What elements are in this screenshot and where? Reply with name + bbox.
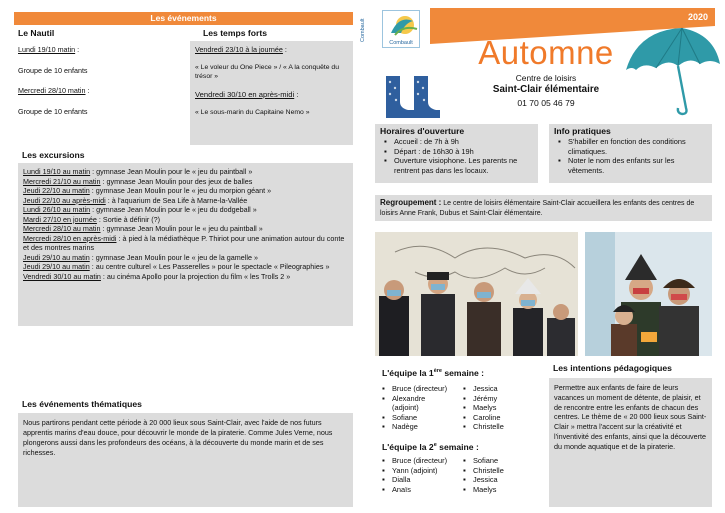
hero-subtitle: Centre de loisirs	[515, 73, 577, 83]
staff-member: ▪ Dialla	[382, 475, 462, 485]
photo-group-children	[375, 232, 578, 356]
excursion-item: Lundi 19/10 au matin : gymnase Jean Moulin pour le « jeu du paintball »	[23, 167, 253, 176]
hero-phone: 01 70 05 46 79	[517, 98, 575, 108]
staff-member: ▪ Maelys	[463, 403, 533, 413]
city-logo	[382, 10, 420, 48]
horaires-item: ▪ Départ : de 16h30 à 19h	[384, 147, 533, 157]
events-header-bar	[14, 12, 353, 25]
nautil-line-4: Groupe de 10 enfants	[18, 106, 88, 116]
nautil-line-2: Groupe de 10 enfants	[18, 65, 88, 75]
regroupement-text: Regroupement : Le centre de loisirs élémentaire Saint-Clair accueillera les enfants des centres de loisirs Anne Frank, Dubus et Saint-Clair élémentaire.	[380, 198, 695, 217]
horaires-item: ▪ Ouverture visiophone. Les parents ne rentrent pas dans les locaux.	[384, 156, 533, 175]
equipe2-title: L'équipe la 2e semaine :	[382, 441, 479, 452]
thematiques-text: Nous partirons pendant cette période à 20 000 lieux sous Saint-Clair, avec l'aide de nos futurs apprentis marins d'eau douce, pour découvrir le monde de la piraterie. Comme Jules Verne, nous plongerons aussi dans les profondeurs des océans, à la découverte du monde marin et de ses richesses.	[23, 418, 333, 457]
staff-member: ▪ Nadège	[382, 422, 462, 432]
horaires-box	[375, 124, 538, 183]
excursion-item: Mercredi 28/10 en après-midi : à pied à la médiathèque P. Thiriot pour une animation autour du conte et des montres marins	[23, 233, 345, 252]
nautil-title: Le Nautil	[18, 28, 55, 38]
excursion-item: Mardi 27/10 en journée : Sortie à définir (?)	[23, 214, 161, 224]
hero-title: Automne	[478, 34, 614, 71]
excursion-item: Lundi 26/10 au matin : gymnase Jean Moulin pour le « jeu du dodgeball »	[23, 205, 257, 214]
staff-member: ▪ Bruce (directeur)	[382, 384, 462, 394]
staff-member: ▪ Christelle	[463, 422, 533, 432]
staff-member: ▪ Jérémy	[463, 394, 533, 404]
horaires-item: ▪ Accueil : de 7h à 9h	[384, 137, 533, 147]
equipe2-col2	[463, 456, 533, 494]
temps-forts-box	[190, 41, 353, 145]
temps-fort-2-date: Vendredi 30/10 en après-midi :	[195, 89, 299, 99]
thematiques-title: Les événements thématiques	[22, 399, 142, 409]
excursion-item: Jeudi 22/10 au après-midi : à l'aquarium de Sea Life à Marne-la-Vallée	[23, 195, 248, 205]
equipe1-col2	[463, 384, 533, 432]
staff-member: ▪ Yann (adjoint)	[382, 466, 462, 476]
temps-fort-1-date: Vendredi 23/10 à la journée :	[195, 45, 287, 54]
staff-member: ▪ Maelys	[463, 485, 533, 495]
staff-member: ▪ Anaïs	[382, 485, 462, 495]
staff-member: ▪ Alexandre (adjoint)	[382, 394, 442, 413]
nautil-line-3: Mercredi 28/10 matin :	[18, 86, 90, 96]
temps-fort-2-desc: « Le sous-marin du Capitaine Nemo »	[195, 109, 310, 117]
infos-item: ▪ S'habiller en fonction des conditions climatiques.	[558, 137, 707, 156]
staff-member: ▪ Jessica	[463, 475, 533, 485]
year-label: 2020	[688, 12, 709, 22]
staff-member: ▪ Jessica	[463, 384, 533, 394]
excursion-item: Mercredi 28/10 au matin : gymnase Jean Moulin pour le « jeu du paintball »	[23, 224, 263, 233]
staff-member: ▪ Bruce (directeur)	[382, 456, 462, 466]
intentions-box	[549, 378, 712, 507]
horaires-title: Horaires d'ouverture	[380, 126, 465, 136]
logo-mark-icon	[383, 11, 421, 41]
staff-member: ▪ Caroline	[463, 413, 533, 423]
equipe1-col1	[382, 384, 462, 432]
excursion-item: Vendredi 30/10 au matin : au cinéma Apollo pour la projection du film « les Trolls 2 »	[23, 271, 291, 281]
events-header-title: Les événements	[150, 13, 217, 23]
equipe2-col1	[382, 456, 462, 494]
intentions-title: Les intentions pédagogiques	[553, 363, 672, 373]
excursion-item: Jeudi 22/10 au matin : gymnase Jean Moulin pour le « jeu du morpion géant »	[23, 186, 272, 195]
rain-boots-icon	[380, 74, 444, 120]
nautil-line-1: Lundi 19/10 matin :	[18, 45, 80, 54]
temps-fort-1-desc: « Le voleur du One Piece » / « A la conquête du trésor »	[195, 63, 339, 81]
excursions-title: Les excursions	[22, 150, 85, 160]
excursion-item: Mercredi 21/10 au matin : gymnase Jean Moulin pour des jeux de balles	[23, 176, 253, 186]
equipe1-title: L'équipe la 1ère semaine :	[382, 367, 485, 378]
logo-bottom-text: Combault	[389, 40, 413, 46]
excursion-item: Jeudi 29/10 au matin : gymnase Jean Moulin pour le « jeu de la gamelle »	[23, 252, 258, 262]
thematiques-box	[18, 413, 353, 507]
staff-member: ▪ Sofiane	[463, 456, 533, 466]
umbrella-icon	[622, 24, 722, 118]
staff-member: ▪ Christelle	[463, 466, 533, 476]
infos-box	[549, 124, 712, 183]
infos-item: ▪ Noter le nom des enfants sur les vêtements.	[558, 156, 707, 175]
horaires-list	[384, 137, 533, 175]
regroupement-box	[375, 195, 712, 221]
infos-title: Info pratiques	[554, 126, 611, 136]
hero-school: Saint-Clair élémentaire	[492, 84, 600, 95]
excursions-box	[18, 163, 353, 326]
staff-member: ▪ Sofiane	[382, 413, 462, 423]
excursion-item: Jeudi 29/10 au matin : au centre culturel « Les Passerelles » pour le spectacle « Pileographies »	[23, 262, 330, 271]
logo-side-text: Combault	[360, 18, 366, 42]
intentions-text: Permettre aux enfants de faire de leurs vacances un moment de détente, de plaisir, et de rencontre entre les enfants de chacun des centres. Le thème de « 20 000 lieux sous Saint-Clair » mettra l'accent sur la créativité et l'inventivité des enfants, ainsi que la découverte du monde aquatique et de la piraterie.	[554, 383, 707, 451]
excursions-list	[23, 167, 348, 281]
infos-list	[558, 137, 707, 175]
photo-pirate-children	[585, 232, 712, 356]
nautil-section	[18, 28, 178, 116]
temps-forts-title: Les temps forts	[203, 28, 267, 38]
